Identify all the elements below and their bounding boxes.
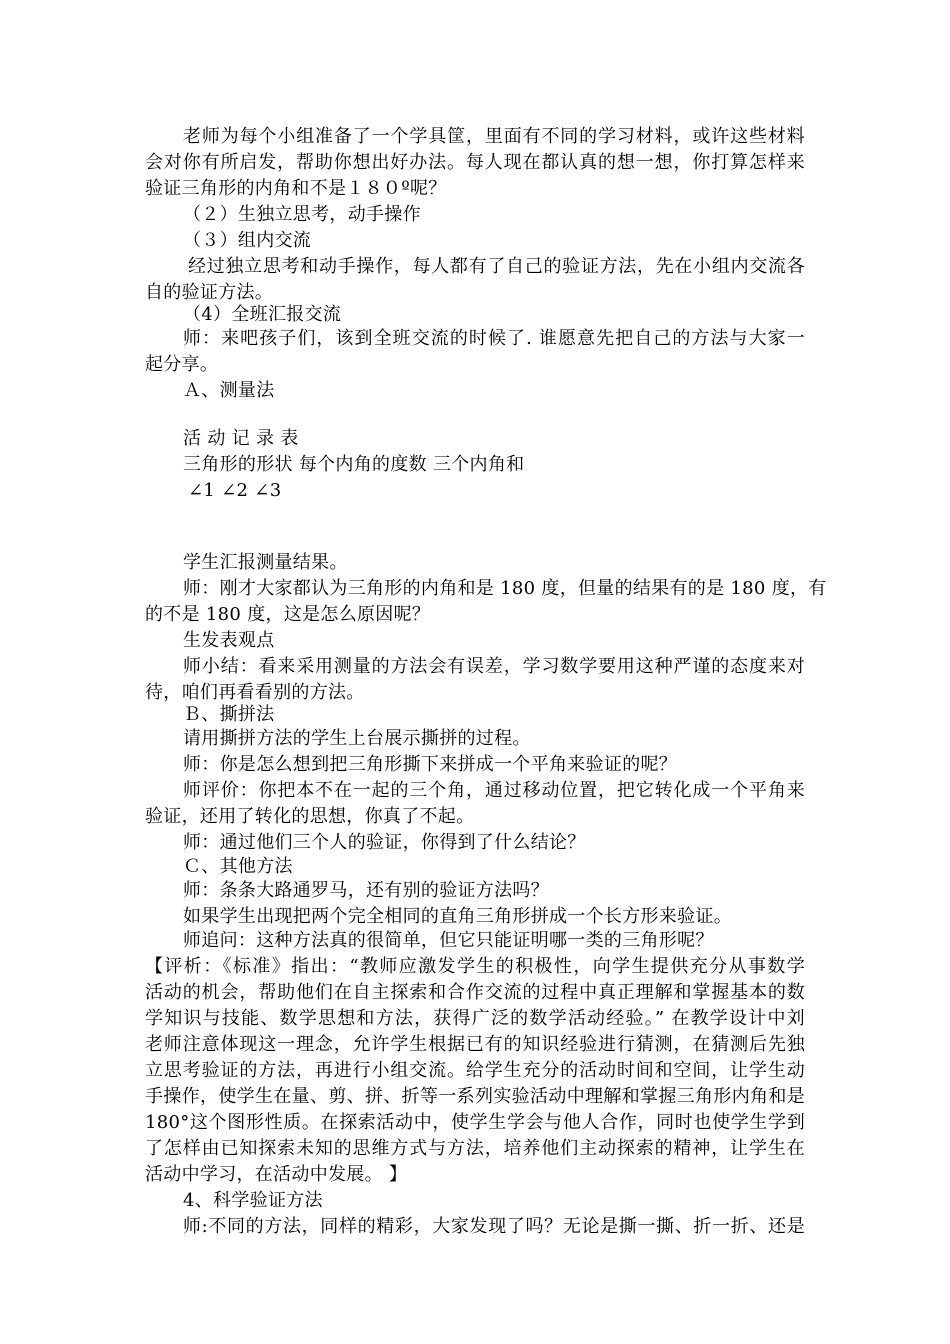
paragraph-line: （4）全班汇报交流 xyxy=(183,304,342,325)
paragraph-line: 验证三角形的内角和不是１８０º呢？ xyxy=(145,178,447,199)
paragraph-line: Ａ、测量法 xyxy=(183,380,275,401)
paragraph-line: 师：来吧孩子们，该到全班交流的时候了. 谁愿意先把自己的方法与大家一 xyxy=(183,328,805,349)
comment-line: 活动中学习，在活动中发展。 】 xyxy=(145,1164,408,1185)
paragraph-line: 师小结：看来采用测量的方法会有误差，学习数学要用这种严谨的态度来对 xyxy=(183,656,805,677)
paragraph-line: 师：通过他们三个人的验证，你得到了什么结论？ xyxy=(183,832,586,853)
comment-line: 【评析：《标准》指出：“教师应激发学生的积极性，向学生提供充分从事数学 xyxy=(145,956,805,977)
paragraph-line: 师：你是怎么想到把三角形撕下来拼成一个平角来验证的呢？ xyxy=(183,754,678,775)
comment-line: 活动的机会，帮助他们在自主探索和合作交流的过程中真正理解和掌握基本的数 xyxy=(145,982,805,1003)
paragraph-line: 师:不同的方法，同样的精彩，大家发现了吗？无论是撕一撕、折一折、还是 xyxy=(183,1216,805,1237)
paragraph-line: 经过独立思考和动手操作，每人都有了自己的验证方法，先在小组内交流各 xyxy=(188,256,805,277)
paragraph-line: 验证，还用了转化的思想，你真了不起。 xyxy=(145,806,475,827)
paragraph-line: 请用撕拼方法的学生上台展示撕拼的过程。 xyxy=(183,728,531,749)
table-title: 活 动 记 录 表 xyxy=(183,428,299,449)
paragraph-line: （３）组内交流 xyxy=(183,230,312,251)
table-subheader: ∠1 ∠2 ∠3 xyxy=(188,480,282,501)
paragraph-line: 生发表观点 xyxy=(183,630,275,651)
paragraph-line: Ｂ、撕拼法 xyxy=(183,704,275,725)
paragraph-line: 师：条条大路通罗马，还有别的验证方法吗？ xyxy=(183,880,549,901)
paragraph-line: 的不是 180 度，这是怎么原因呢？ xyxy=(145,604,431,625)
section-heading: 4、科学验证方法 xyxy=(183,1190,323,1211)
comment-line: 学知识与技能、数学思想和方法，获得广泛的数学活动经验。” 在教学设计中刘 xyxy=(145,1008,805,1029)
table-header: 三角形的形状 每个内角的度数 三个内角和 xyxy=(183,454,525,475)
paragraph-line: 师评价：你把本不在一起的三个角，通过移动位置，把它转化成一个平角来 xyxy=(183,780,805,801)
paragraph-line: 学生汇报测量结果。 xyxy=(183,552,348,573)
paragraph-line: 起分享。 xyxy=(145,354,219,375)
paragraph-line: 师追问：这种方法真的很简单，但它只能证明哪一类的三角形呢？ xyxy=(183,930,714,951)
comment-line: 老师注意体现这一理念，允许学生根据已有的知识经验进行猜测，在猜测后先独 xyxy=(145,1034,805,1055)
paragraph-line: 师：刚才大家都认为三角形的内角和是 180 度，但量的结果有的是 180 度，有 xyxy=(183,578,827,599)
paragraph-line: 待，咱们再看看别的方法。 xyxy=(145,682,365,703)
paragraph-line: 老师为每个小组准备了一个学具筐，里面有不同的学习材料，或许这些材料 xyxy=(183,126,805,147)
comment-line: 180°这个图形性质。在探索活动中，使学生学会与他人合作，同时也使学生学到 xyxy=(145,1112,805,1133)
paragraph-line: Ｃ、其他方法 xyxy=(183,856,293,877)
comment-line: 了怎样由已知探索未知的思维方式与方法，培养他们主动探索的精神，让学生在 xyxy=(145,1138,805,1159)
paragraph-line: 会对你有所启发，帮助你想出好办法。每人现在都认真的想一想，你打算怎样来 xyxy=(145,152,805,173)
paragraph-line: 如果学生出现把两个完全相同的直角三角形拼成一个长方形来验证。 xyxy=(183,906,732,927)
paragraph-line: （２）生独立思考，动手操作 xyxy=(183,204,421,225)
paragraph-line: 自的验证方法。 xyxy=(145,282,274,303)
comment-line: 立思考验证的方法，再进行小组交流。给学生充分的活动时间和空间，让学生动 xyxy=(145,1060,805,1081)
comment-line: 手操作，使学生在量、剪、拼、折等一系列实验活动中理解和掌握三角形内角和是 xyxy=(145,1086,805,1107)
